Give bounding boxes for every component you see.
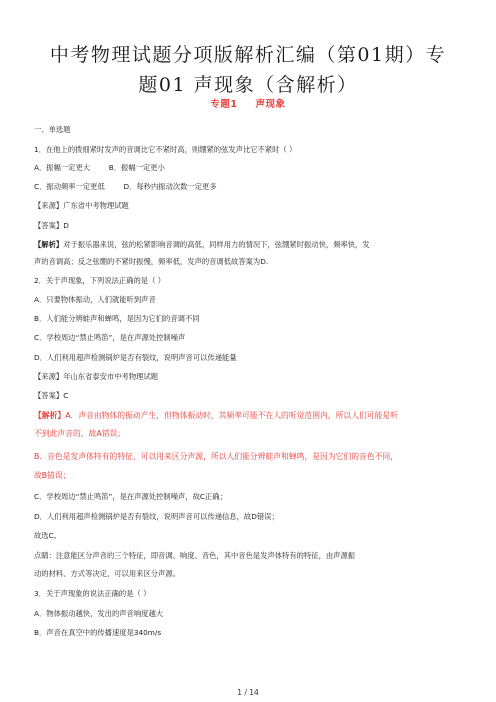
topic-number: 专题1 [210,99,238,110]
question-2-conclusion: 故选C。 [34,531,61,540]
question-1-analysis-1 [34,240,464,250]
answer-value: D [63,221,69,230]
source-label: 【来源】 [34,372,64,381]
answer-label: 【答案】 [34,391,64,400]
page-number: 1 / 14 [237,688,259,697]
topic-name: 声现象 [255,99,286,110]
question-2-analysis-b-1: B．音色是发声体特有的特征，可以用来区分声源，所以人们能分辨蛙声和蝉鸣，是因为它们的音色不同， [34,452,399,461]
question-1-stem: 1．在他上的拨细紧时发声的音调比它不紧时高，则绷紧的弦发声比它不紧时（ ） [34,145,297,154]
question-2-option-a: A．只要物体振动，人们就能听到声音 [34,295,156,304]
question-1-option-a: A．振幅一定更大 [34,163,91,172]
question-1-option-c: C．振动频率一定更低 [34,182,105,191]
question-2-analysis-d: D．人们利用超声检测锅炉是否有裂纹，说明声音可以传递信息，故D错误； [34,512,279,521]
question-2-answer [34,391,464,401]
answer-label: 【答案】 [34,221,64,230]
question-2-analysis-a-2: 不到此声音的，故A错误； [34,429,126,438]
question-3-option-a: A．物体振动越快，发出的声音响度越大 [34,609,164,618]
question-1-option-d: D．每秒内振动次数一定更多 [123,182,217,191]
question-1-options-ab [34,163,464,173]
question-1-option-b: B．振幅一定更小 [108,163,165,172]
source-text: 年山东省泰安市中考物理试题 [63,372,159,381]
question-2-note-2: 动的材料、方式等决定，可以用来区分声源。 [34,569,180,578]
question-2-analysis-c: C．学校周边“禁止鸣笛”，是在声源处控制噪声，故C正确； [34,492,227,501]
source-label: 【来源】 [34,201,64,210]
question-2-option-b: B．人们能分辨蛙声和蝉鸣，是因为它们的音调不同 [34,314,200,323]
question-3-stem: 3．关于声现象的说法正确的是（ ） [34,589,151,598]
source-text: 广东省中考物理试题 [63,201,129,210]
question-2-stem: 2．关于声现象，下列说法正确的是（ ） [34,276,166,285]
question-2-analysis-b-2: 故B错误； [34,471,71,480]
analysis-label: 【解析】 [34,411,66,420]
question-2-note-1: 点睛：注意能区分声音的三个特征，即音调、响度、音色，其中音色是发声体特有的特征，由声源振 [34,551,356,560]
document-title-line-1: 中考物理试题分项版解析汇编（第01期）专 [49,44,447,66]
question-2-option-c: C．学校周边“禁止鸣笛”，是在声源处控制噪声 [34,333,186,342]
question-1-analysis-2: 声的音调高；反之弦绷的不紧时振慢，频率低，发声的音调低故答案为D. [34,257,269,266]
question-2-option-d: D．人们利用超声检测锅炉是否有裂纹，说明声音可以传递能量 [34,353,237,362]
question-3-option-b: B．声音在真空中的传播速度是340m/s [34,628,162,637]
question-2-analysis-a-1 [34,410,464,423]
analysis-text: A．声音由物体的振动产生，但物体振动时，其频率可能不在人的听觉范围内，所以人们可能是听 [65,411,398,420]
question-2-source [34,372,464,382]
answer-value: C [63,391,69,400]
analysis-label: 【解析】 [34,240,64,249]
analysis-text: 对于振乐器来说，弦的松紧影响音调的高低，同样用力的情况下，弦绷紧时振动快，频率快，发 [63,240,370,249]
document-title-line-2: 题01 声现象（含解析） [138,74,358,96]
section-heading: 一、单选题 [34,125,71,134]
question-1-answer [34,221,464,231]
topic-heading [0,96,496,110]
question-1-source [34,201,464,211]
question-1-options-cd [34,182,464,192]
